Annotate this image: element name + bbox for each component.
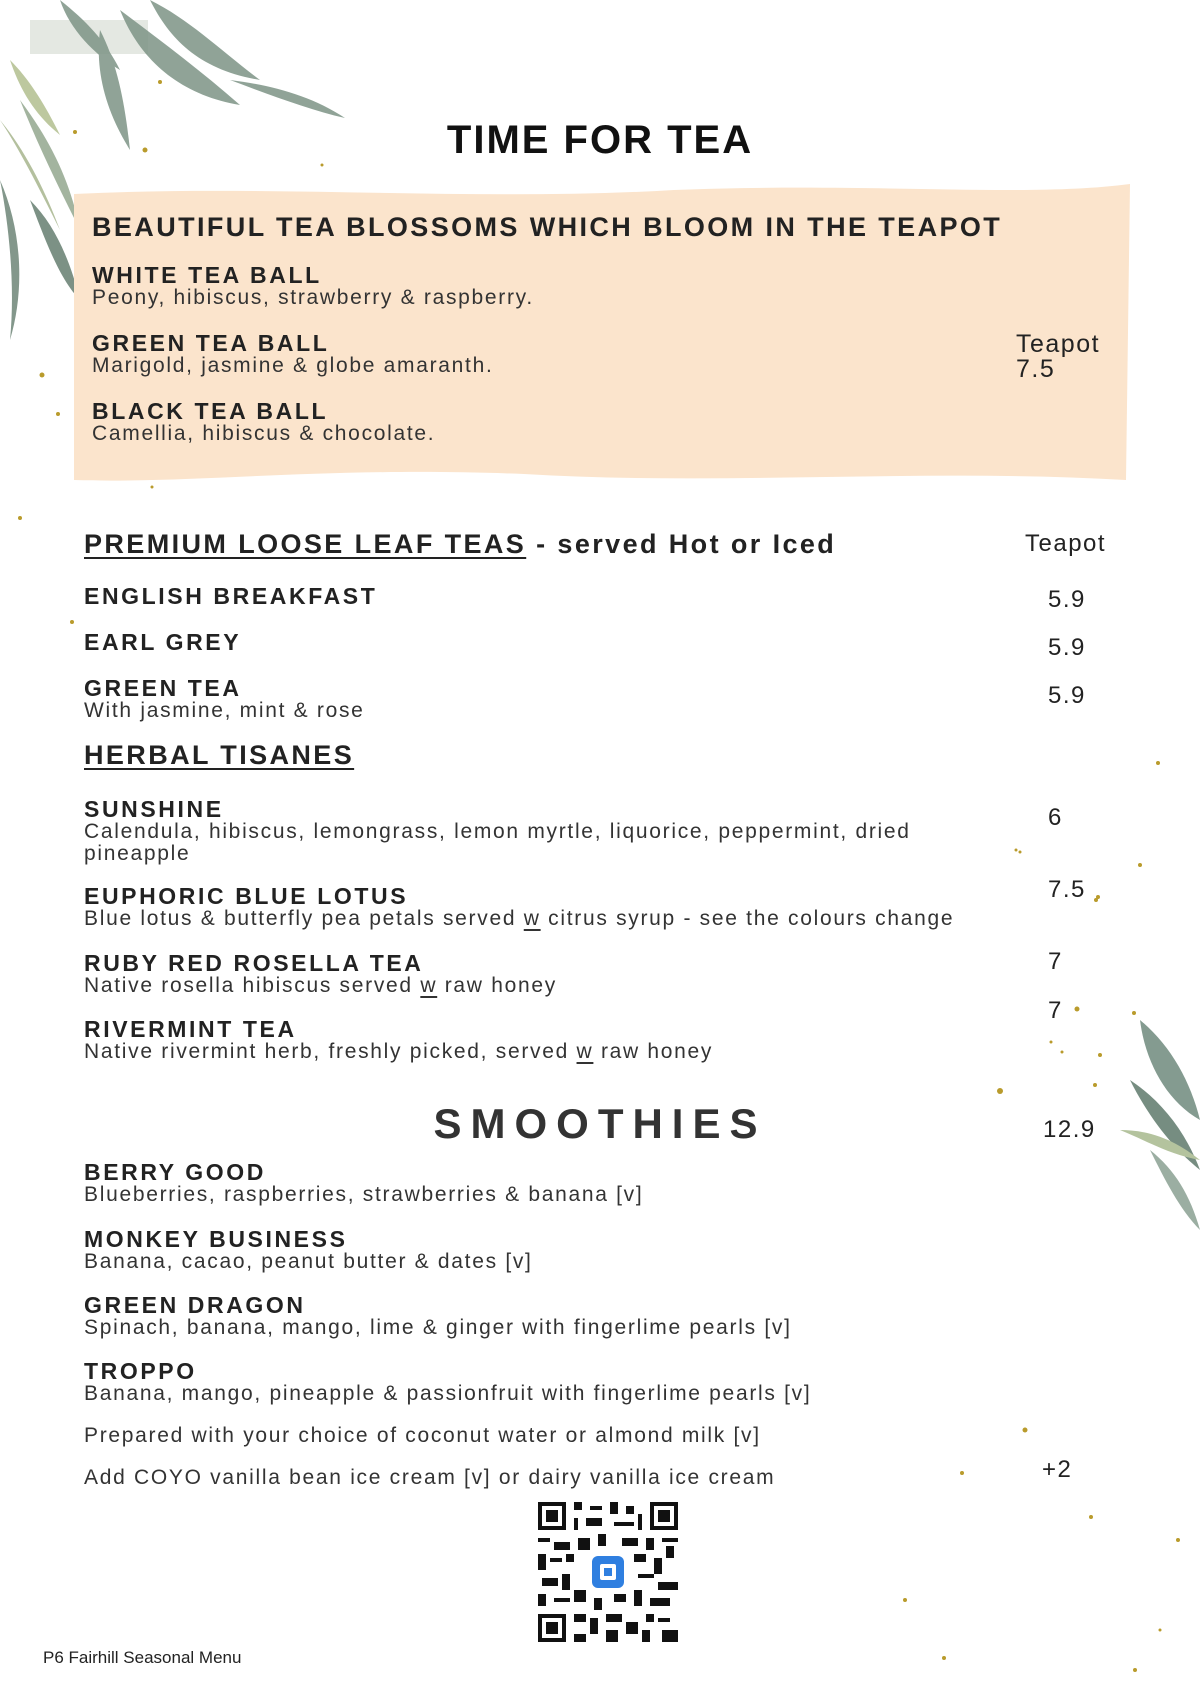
- item-desc: [84, 1041, 713, 1063]
- item-desc: Banana, mango, pineapple & passionfruit with fingerlime pearls [v]: [84, 1382, 812, 1405]
- item-desc-cont: pineapple: [84, 842, 191, 865]
- menu-item: [84, 1160, 643, 1206]
- item-name: SUNSHINE: [84, 796, 224, 822]
- desc-with: w: [576, 1040, 594, 1063]
- item-name: MONKEY BUSINESS: [84, 1226, 348, 1252]
- item-desc: With jasmine, mint & rose: [84, 699, 365, 722]
- item-name: EUPHORIC BLUE LOTUS: [84, 883, 409, 909]
- loose-leaf-title: PREMIUM LOOSE LEAF TEAS: [84, 529, 527, 559]
- smoothies-heading: SMOOTHIES: [433, 1100, 767, 1147]
- desc-with: w: [523, 907, 541, 930]
- loose-leaf-price-label: Teapot: [1025, 530, 1107, 557]
- desc-part: citrus syrup - see the colours change: [540, 907, 955, 930]
- item-name: TROPPO: [84, 1358, 197, 1384]
- menu-item: [84, 1359, 811, 1405]
- item-desc: Spinach, banana, mango, lime & ginger with fingerlime pearls [v]: [84, 1316, 792, 1339]
- blossoms-heading: BEAUTIFUL TEA BLOSSOMS WHICH BLOOM IN THE TEAPOT: [92, 212, 1003, 242]
- menu-item: [92, 331, 494, 377]
- item-name: BLACK TEA BALL: [92, 398, 329, 424]
- price-value: 7: [1048, 948, 1063, 975]
- item-desc: Banana, cacao, peanut butter & dates [v]: [84, 1250, 533, 1273]
- smoothie-addon-note: Add COYO vanilla bean ice cream [v] or dairy vanilla ice cream: [84, 1466, 776, 1489]
- price-value: 5.9: [1048, 586, 1086, 613]
- item-desc: Blueberries, raspberries, strawberries & banana [v]: [84, 1183, 644, 1206]
- menu-item: [84, 1227, 533, 1273]
- desc-part: Native rivermint herb, freshly picked, served: [84, 1040, 577, 1063]
- item-name: GREEN TEA: [84, 675, 242, 701]
- smoothies-price: 12.9: [1043, 1116, 1096, 1143]
- price-value: 7: [1048, 997, 1063, 1024]
- item-desc: [84, 908, 954, 930]
- blossoms-price: [1016, 332, 1100, 382]
- item-desc: Calendula, hibiscus, lemongrass, lemon myrtle, liquorice, peppermint, dried: [84, 820, 911, 843]
- desc-part: Blue lotus & butterfly pea petals served: [84, 907, 524, 930]
- desc-part: Native rosella hibiscus served: [84, 974, 421, 997]
- qr-code-icon[interactable]: [534, 1498, 682, 1646]
- desc-part: raw honey: [437, 974, 557, 997]
- price-value: 7.5: [1048, 876, 1086, 903]
- menu-item: [84, 1017, 713, 1063]
- price-value: 5.9: [1048, 682, 1086, 709]
- desc-part: raw honey: [593, 1040, 714, 1063]
- item-name: EARL GREY: [84, 629, 242, 655]
- menu-item: [84, 797, 911, 865]
- herbal-heading: HERBAL TISANES: [84, 740, 355, 770]
- loose-leaf-heading: [84, 529, 836, 560]
- footer-text: P6 Fairhill Seasonal Menu: [43, 1648, 242, 1667]
- item-name: BERRY GOOD: [84, 1159, 266, 1185]
- price-value: 6: [1048, 804, 1063, 831]
- menu-item: [92, 263, 534, 309]
- item-name: GREEN TEA BALL: [92, 330, 330, 356]
- item-name: WHITE TEA BALL: [92, 262, 322, 288]
- item-desc: Peony, hibiscus, strawberry & raspberry.: [92, 286, 534, 309]
- item-name: GREEN DRAGON: [84, 1292, 306, 1318]
- smoothie-note: Prepared with your choice of coconut water or almond milk [v]: [84, 1424, 761, 1447]
- item-name: RIVERMINT TEA: [84, 1016, 297, 1042]
- price-value: 7.5: [1016, 355, 1056, 383]
- menu-item: [84, 1293, 792, 1339]
- item-name: RUBY RED ROSELLA TEA: [84, 950, 424, 976]
- item-desc: Camellia, hibiscus & chocolate.: [92, 422, 436, 445]
- item-name: ENGLISH BREAKFAST: [84, 583, 378, 609]
- menu-item: [84, 951, 557, 997]
- desc-with: w: [420, 974, 438, 997]
- price-value: 5.9: [1048, 634, 1086, 661]
- page-title: TIME FOR TEA: [446, 118, 754, 162]
- menu-item: [92, 399, 435, 445]
- addon-price: +2: [1042, 1456, 1073, 1483]
- loose-leaf-subtitle: - served Hot or Iced: [526, 529, 837, 559]
- menu-item: [84, 884, 954, 930]
- price-label: Teapot: [1016, 330, 1101, 358]
- menu-item: [84, 676, 365, 722]
- item-desc: [84, 975, 557, 997]
- item-desc: Marigold, jasmine & globe amaranth.: [92, 354, 494, 377]
